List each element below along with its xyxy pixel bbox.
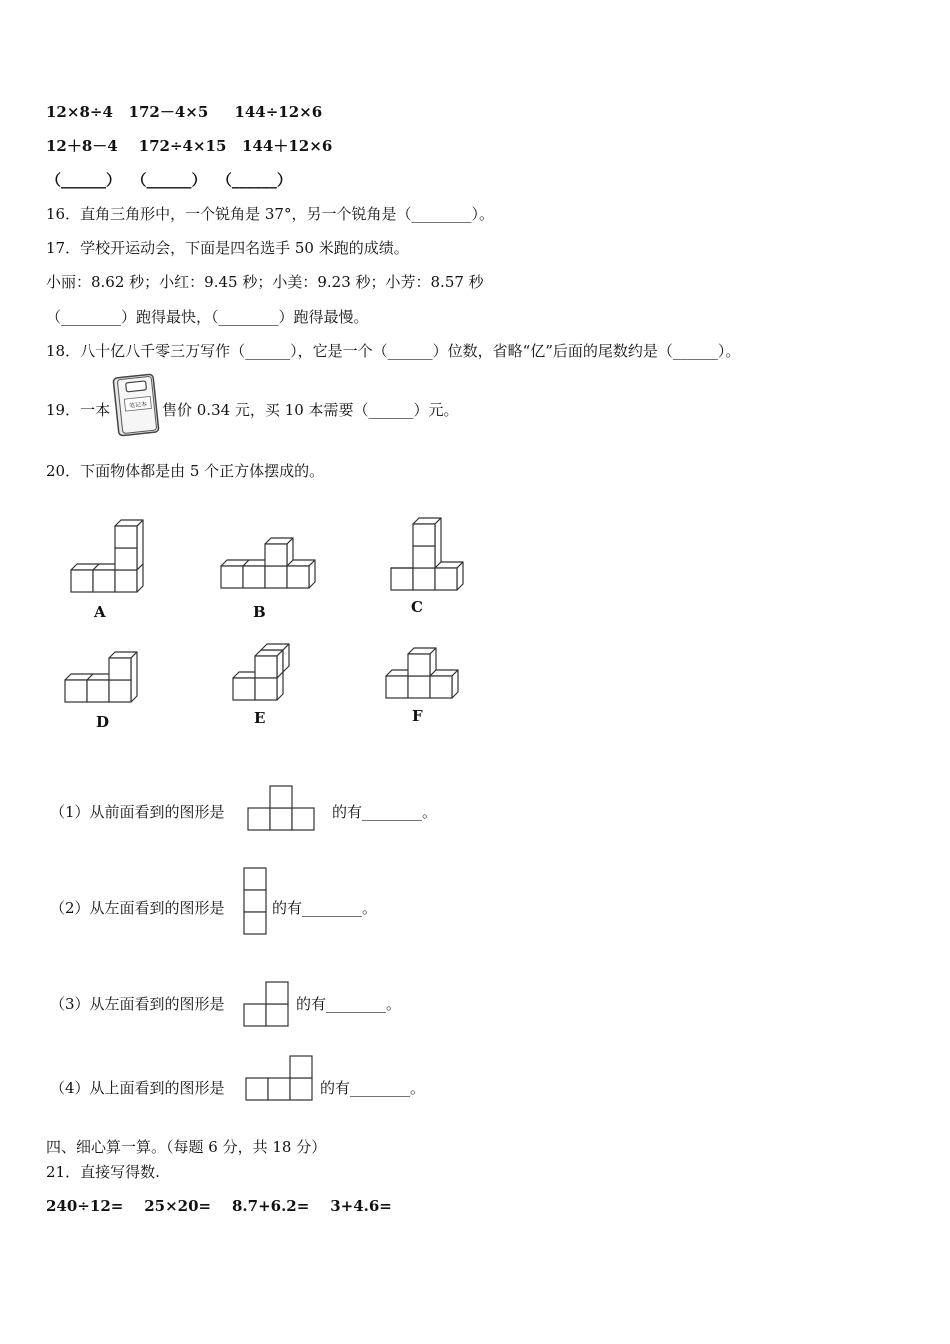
q20-sub3-prefix: （3）从左面看到的图形是 xyxy=(50,995,225,1013)
q20-sub4-prefix: （4）从上面看到的图形是 xyxy=(50,1079,225,1097)
figure-label-c: C xyxy=(411,598,423,616)
figure-label-e: E xyxy=(254,709,266,727)
question-18: 18．八十亿八千零三万写作（______），它是一个（______）位数，省略“亿”后面的尾数约是（______）。 xyxy=(46,342,741,360)
q20-sub2-prefix: （2）从左面看到的图形是 xyxy=(50,899,225,917)
cube-figure-e xyxy=(228,644,308,710)
question-16: 16．直角三角形中，一个锐角是 37°，另一个锐角是（________）。 xyxy=(46,205,494,223)
left-view-l-shape xyxy=(242,980,292,1028)
question-17-blanks: （________）跑得最快，（________）跑得最慢。 xyxy=(46,308,369,326)
figure-label-f: F xyxy=(412,707,423,725)
left-view-column-shape xyxy=(242,866,268,936)
q20-sub4-suffix: 的有________。 xyxy=(320,1079,426,1097)
expression-row-2: 12＋8－4 172÷4×15 144＋12×6 xyxy=(46,137,333,155)
cube-figure-d xyxy=(60,652,150,712)
section-4-heading: 四、细心算一算。（每题 6 分，共 18 分） xyxy=(46,1138,327,1156)
question-19-before: 19．一本 xyxy=(46,401,111,419)
top-view-shape xyxy=(244,1054,316,1102)
figure-label-d: D xyxy=(96,713,110,731)
cube-figure-f xyxy=(381,648,471,708)
q20-sub1-suffix: 的有________。 xyxy=(332,803,438,821)
question-21-stem: 21．直接写得数. xyxy=(46,1163,160,1181)
expression-blanks-row: （______） （______） （______） xyxy=(46,171,292,189)
figure-label-a: A xyxy=(94,603,106,621)
figure-label-b: B xyxy=(253,603,266,621)
cube-figure-c xyxy=(386,516,476,596)
notebook-icon xyxy=(110,372,162,438)
q20-sub2-suffix: 的有________。 xyxy=(272,899,378,917)
q20-sub1-prefix: （1）从前面看到的图形是 xyxy=(50,803,225,821)
front-view-shape xyxy=(246,784,318,832)
question-19-after: 售价 0.34 元，买 10 本需要（______）元。 xyxy=(162,401,459,419)
expression-row-1: 12×8÷4 172－4×5 144÷12×6 xyxy=(46,103,323,121)
cube-figure-a xyxy=(66,520,156,600)
notebook-label: 笔记本 xyxy=(128,400,148,410)
cube-figure-b xyxy=(216,540,326,600)
question-20-stem: 20．下面物体都是由 5 个正方体摆成的。 xyxy=(46,462,325,480)
question-17-results: 小丽：8.62 秒；小红：9.45 秒；小美：9.23 秒；小芳：8.57 秒 xyxy=(46,273,484,291)
question-21-items: 240÷12= 25×20= 8.7+6.2= 3+4.6= xyxy=(46,1197,392,1215)
q20-sub3-suffix: 的有________。 xyxy=(296,995,402,1013)
question-17-stem: 17．学校开运动会，下面是四名选手 50 米跑的成绩。 xyxy=(46,239,409,257)
